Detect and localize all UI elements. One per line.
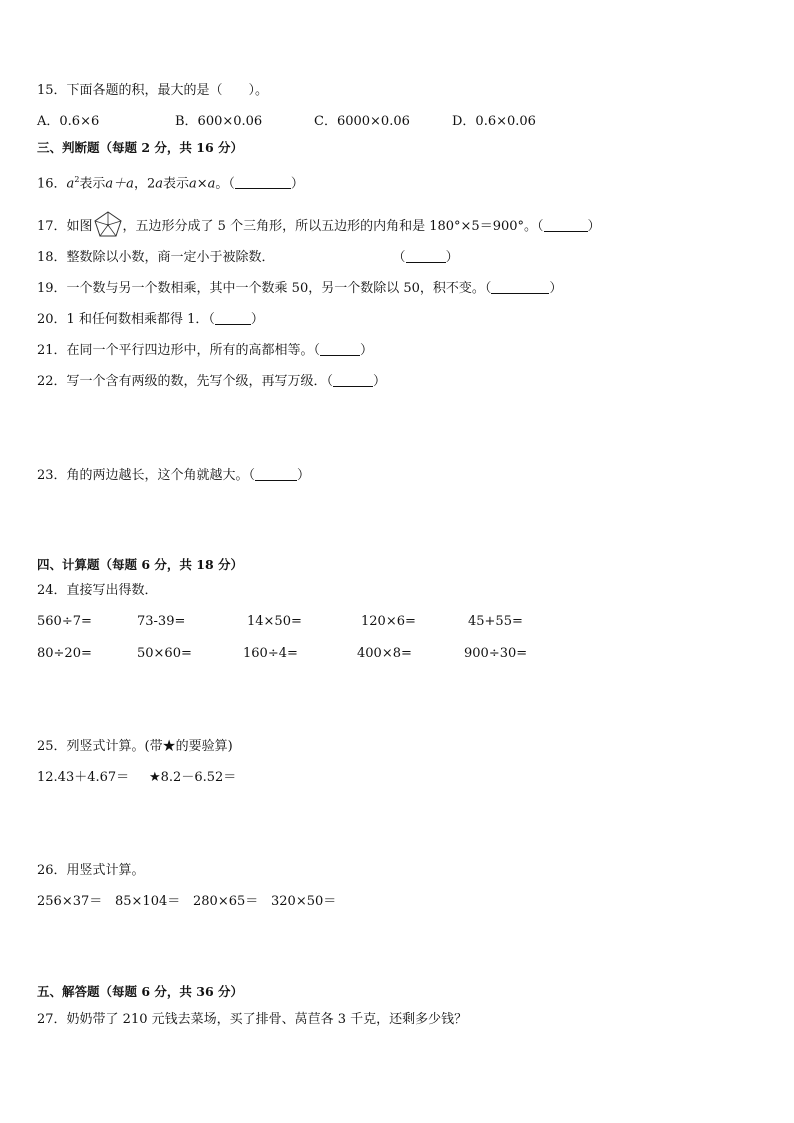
option-d: D．0.6×0.06 [452,114,536,129]
vertical-calc-item-verify: ★8.2－6.52＝ [149,770,237,785]
option-a: A．0.6×6 [37,114,100,129]
q19-close: ） [549,281,563,296]
q20-text: 20．1 和任何数相乘都得 1．（ [37,312,215,327]
answer-blank[interactable] [491,281,549,294]
question-15-stem: 15．下面各题的积，最大的是（ ）。 [37,83,269,98]
pentagon-figure [93,210,123,238]
q18-close: ） [445,250,459,265]
q19-text: 19．一个数与另一个数相乘，其中一个数乘 50，另一个数除以 50，积不变。（ [37,281,492,296]
calc-item: 14×50= [247,614,302,629]
q20-close: ） [250,312,264,327]
q16-exponent: 2 [74,175,80,184]
question-21 [37,342,373,360]
answer-blank[interactable] [320,343,360,356]
question-26-items [37,893,757,911]
answer-blank[interactable] [544,219,588,232]
q17-prefix: 17．如图 [37,219,93,234]
answer-blank[interactable] [235,176,291,189]
vertical-calc-item: 320×50＝ [271,894,337,909]
q18-open: （ [392,250,406,265]
q21-close: ） [360,343,374,358]
question-27: 27．奶奶带了 210 元钱去菜场，买了排骨、莴苣各 3 千克，还剩多少钱？ [37,1012,468,1027]
answer-blank[interactable] [406,250,446,263]
calc-item: 560÷7= [37,614,92,629]
calc-item: 45+55= [468,614,523,629]
question-25-items [37,769,757,787]
vertical-calc-item: 280×65＝ [193,894,259,909]
q22-close: ） [373,374,387,389]
q18-text: 18．整数除以小数，商一定小于被除数． [37,250,275,265]
question-25-stem: 25．列竖式计算。(带★的要验算) [37,739,233,754]
question-15-options [37,113,757,131]
q16-text-3: 表示 [162,176,189,192]
vertical-calc-item: 85×104＝ [115,894,181,909]
calc-row-1 [37,613,757,631]
option-c: C．6000×0.06 [314,114,410,129]
calc-item: 400×8= [357,646,412,661]
option-b: B．600×0.06 [175,114,263,129]
q16-var-a: a [66,176,75,192]
section-3-title: 三、判断题（每题 2 分，共 16 分） [37,140,244,155]
q16-text-1: 表示 [79,176,106,192]
question-19 [37,280,562,298]
q16-var-a-2: a [155,176,163,192]
answer-blank[interactable] [333,374,373,387]
answer-blank[interactable] [255,468,297,481]
question-17 [37,210,601,240]
calc-item: 50×60= [137,646,192,661]
q17-close: ） [587,219,601,234]
question-22 [37,373,386,391]
vertical-calc-item: 12.43＋4.67＝ [37,770,130,785]
q23-text: 23．角的两边越长，这个角就越大。（ [37,468,256,483]
section-4-title: 四、计算题（每题 6 分，共 18 分） [37,557,244,572]
q16-expr-2: a×a [189,176,216,192]
q21-text: 21．在同一个平行四边形中，所有的高都相等。（ [37,343,321,358]
q16-number: 16． [37,176,67,192]
calc-item: 80÷20= [37,646,92,661]
q16-expr-1: a＋a [105,176,134,192]
question-23 [37,467,310,485]
question-26-stem: 26．用竖式计算。 [37,863,145,878]
q16-text-2: ，2 [133,176,156,192]
q17-text: ，五边形分成了 5 个三角形，所以五边形的内角和是 180°×5＝900°。（ [122,219,544,234]
answer-blank[interactable] [215,312,251,325]
calc-item: 900÷30= [464,646,528,661]
q23-close: ） [297,468,311,483]
section-5-title: 五、解答题（每题 6 分，共 36 分） [37,984,244,999]
vertical-calc-item: 256×37＝ [37,894,103,909]
q22-text: 22．写一个含有两级的数，先写个级，再写万级．（ [37,374,334,389]
calc-item: 73-39= [137,614,186,629]
q16-close: ） [290,176,304,192]
calc-row-2 [37,645,757,663]
question-16 [37,171,304,193]
calc-item: 160÷4= [243,646,298,661]
calc-item: 120×6= [361,614,416,629]
question-24-stem: 24．直接写出得数． [37,583,158,598]
question-18 [37,249,459,267]
question-20 [37,311,264,329]
q16-text-4: 。（ [215,176,235,192]
